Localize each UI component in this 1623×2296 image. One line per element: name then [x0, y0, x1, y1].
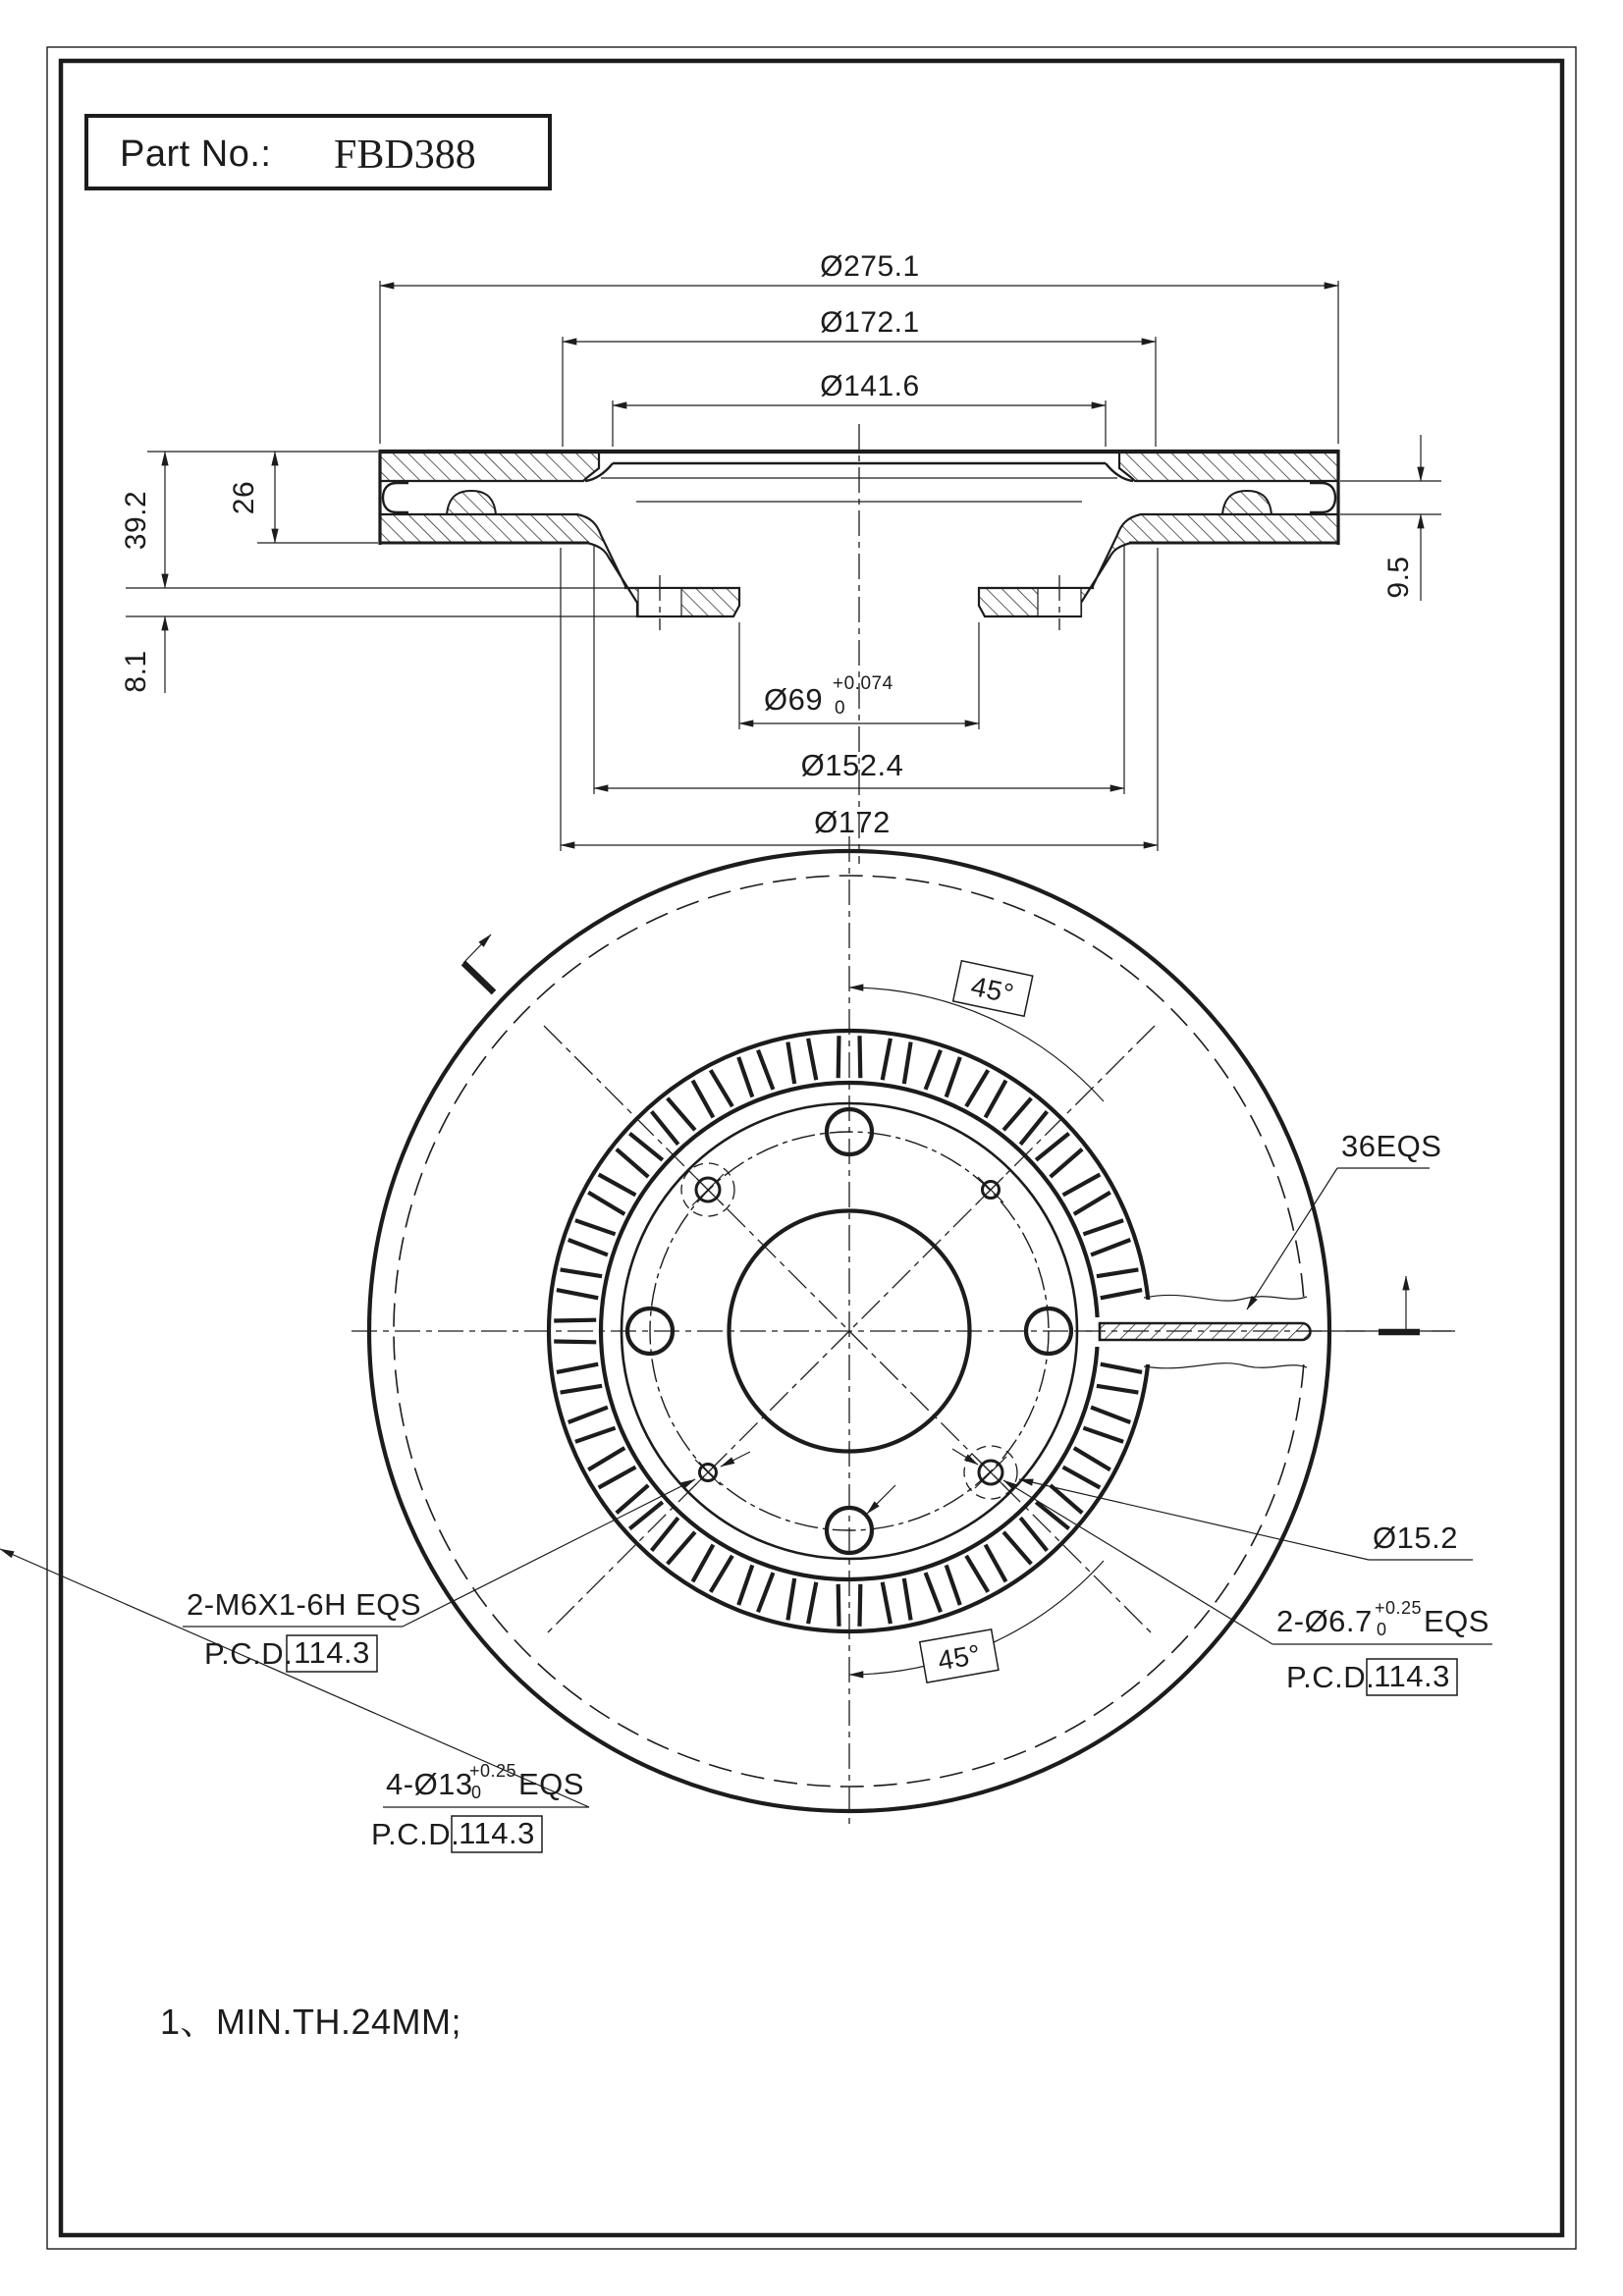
angle-top-text: 45° [968, 970, 1017, 1010]
bolt-holes-prefix: 4-Ø13 [386, 1767, 473, 1801]
inboard-plate-hat-right [979, 514, 1338, 616]
dim-172-text: Ø172 [814, 805, 891, 839]
main-border [61, 61, 1562, 2235]
section-arrow-right [1379, 1276, 1420, 1332]
dim-d172-1-text: Ø172.1 [820, 306, 920, 339]
dim-d141-6-text: Ø141.6 [820, 370, 920, 402]
thread-holes-pcd-label: P.C.D. [204, 1636, 294, 1671]
dim-39-2-text: 39.2 [120, 490, 152, 551]
part-number: FBD388 [334, 133, 476, 178]
vane-end-cap-left [383, 483, 408, 512]
spotface-label [1019, 1479, 1473, 1560]
front-view [0, 836, 1492, 1852]
title-block [86, 116, 550, 188]
pin-hole-se [964, 1446, 1017, 1499]
vane-cut-left [447, 491, 496, 514]
note-min-thickness: 1、MIN.TH.24MM; [160, 2002, 462, 2042]
thread-holes-pcd-value: 114.3 [294, 1635, 370, 1670]
angle-dim-bottom [849, 1561, 1104, 1682]
pin-holes-tol-minus: 0 [1377, 1620, 1387, 1639]
thread-holes-text: 2-M6X1-6H EQS [187, 1587, 422, 1622]
vane-cut-right [1222, 491, 1271, 514]
dim-8-1-text: 8.1 [120, 650, 152, 693]
left-dims [120, 452, 636, 693]
thread-holes-label [183, 1452, 750, 1672]
notes [160, 2002, 461, 2042]
dim-bore-tol-minus: 0 [835, 698, 846, 719]
dim-26-text: 26 [228, 480, 260, 515]
pin-holes-label [952, 1449, 1492, 1695]
bolt-holes-pcd-value: 114.3 [459, 1816, 535, 1850]
pin-holes-pcd-value: 114.3 [1374, 1659, 1450, 1693]
section-view [120, 250, 1441, 864]
bolt-holes-tol-plus: +0.25 [469, 1761, 517, 1781]
dim-bore-text: Ø69 [764, 682, 824, 717]
dim-152-4-text: Ø152.4 [800, 748, 904, 782]
thread-hole-sw [695, 1460, 721, 1485]
angle-bottom-text: 45° [935, 1638, 984, 1677]
pin-holes-prefix: 2-Ø6.7 [1276, 1604, 1373, 1638]
dim-9-5-text: 9.5 [1382, 556, 1415, 599]
vane-end-cap-right [1310, 483, 1335, 512]
section-outline [380, 424, 1338, 864]
part-no-label: Part No.: [120, 133, 272, 175]
dim-od-275-text: Ø275.1 [820, 250, 920, 283]
vane-count-label [1247, 1129, 1441, 1309]
bolt-holes-suffix: EQS [518, 1767, 584, 1801]
dim-od-275 [380, 250, 1338, 444]
right-dim [1340, 435, 1441, 601]
inboard-plate-hat-left [380, 514, 739, 616]
pin-holes-suffix: EQS [1424, 1604, 1489, 1638]
outboard-plate-left [380, 452, 599, 481]
pin-hole-nw [681, 1163, 734, 1216]
spotface-text: Ø15.2 [1373, 1521, 1458, 1555]
section-arrow-top-left [463, 934, 494, 992]
pin-holes-pcd-label: P.C.D. [1286, 1660, 1376, 1694]
bolt-holes-pcd-label: P.C.D. [371, 1817, 460, 1851]
vane-count-text: 36EQS [1341, 1129, 1442, 1163]
bolt-holes-tol-minus: 0 [471, 1783, 482, 1802]
dim-bore-tol-plus: +0.074 [833, 673, 893, 694]
outboard-plate-right [1119, 452, 1338, 481]
pin-holes-tol-plus: +0.25 [1375, 1598, 1423, 1618]
thread-hole-ne [978, 1177, 1003, 1202]
